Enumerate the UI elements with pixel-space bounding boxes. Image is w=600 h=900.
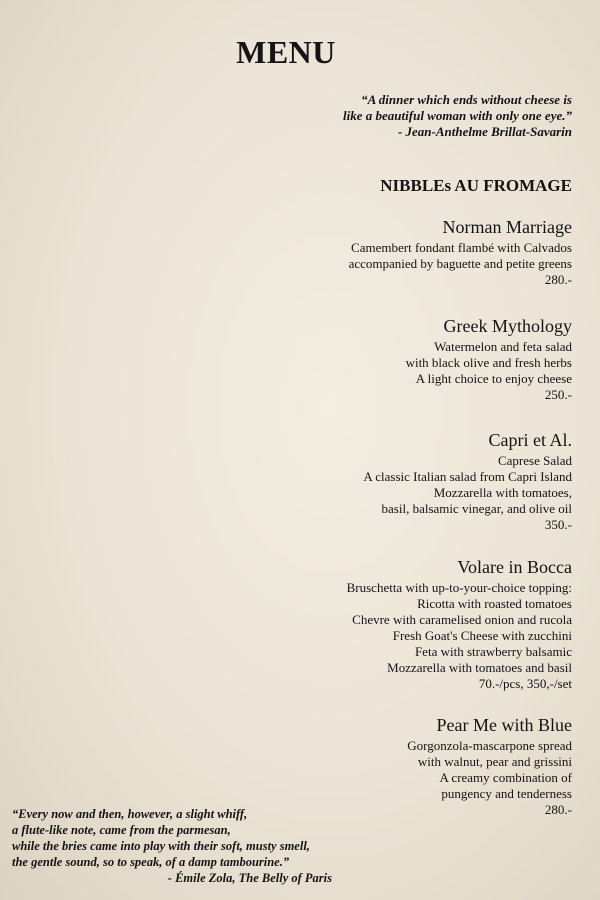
item-price: 350.-: [544, 517, 572, 532]
item-description: Mozzarella with tomatoes,: [433, 485, 572, 500]
bottom-quote-attribution: - Émile Zola, The Belly of Paris: [167, 871, 332, 885]
menu-items: [272, 216, 572, 818]
item-description: Bruschetta with up-to-your-choice topping:: [346, 580, 572, 595]
top-quote: [252, 92, 572, 140]
item-description: with black olive and fresh herbs: [405, 355, 572, 370]
item-description: basil, balsamic vinegar, and olive oil: [381, 501, 572, 516]
bottom-quote-line: the gentle sound, so to speak, of a damp tambourine.”: [12, 855, 290, 869]
item-description: Gorgonzola-mascarpone spread: [407, 738, 572, 753]
item-price: 250.-: [544, 387, 572, 402]
item-description: A light choice to enjoy cheese: [415, 371, 572, 386]
top-quote-line: “A dinner which ends without cheese is: [361, 92, 572, 107]
item-name: Volare in Bocca: [457, 557, 572, 577]
menu-item: [272, 429, 572, 533]
menu-item: [272, 556, 572, 692]
bottom-quote-line: “Every now and then, however, a slight whiff,: [12, 807, 248, 821]
item-description: with walnut, pear and grissini: [417, 754, 572, 769]
item-name: Norman Marriage: [442, 217, 572, 237]
menu-item: [272, 315, 572, 403]
item-description: Fresh Goat's Cheese with zucchini: [392, 628, 572, 643]
menu-item: [272, 714, 572, 818]
item-price: 280.-: [544, 272, 572, 287]
item-description: Watermelon and feta salad: [434, 339, 572, 354]
menu-title: MENU: [236, 34, 336, 70]
item-description: Caprese Salad: [497, 453, 572, 468]
bottom-quote-line: while the bries came into play with their soft, musty smell,: [12, 839, 310, 853]
bottom-quote: [12, 806, 352, 886]
item-name: Greek Mythology: [443, 316, 572, 336]
top-quote-line: like a beautiful woman with only one eye.”: [343, 108, 572, 123]
item-description: A creamy combination of: [439, 770, 572, 785]
top-quote-attribution: - Jean-Anthelme Brillat-Savarin: [397, 124, 572, 139]
item-name: Pear Me with Blue: [436, 715, 572, 735]
item-description: pungency and tenderness: [441, 786, 572, 801]
item-name: Capri et Al.: [488, 430, 572, 450]
item-description: Feta with strawberry balsamic: [414, 644, 572, 659]
item-description: Ricotta with roasted tomatoes: [417, 596, 572, 611]
item-description: Chevre with caramelised onion and rucola: [352, 612, 572, 627]
bottom-quote-line: a flute-like note, came from the parmesan,: [12, 823, 231, 837]
section-title: NIBBLEs AU FROMAGE: [380, 176, 572, 195]
menu-item: [272, 216, 572, 288]
item-description: Camembert fondant flambé with Calvados: [351, 240, 572, 255]
item-description: A classic Italian salad from Capri Island: [363, 469, 572, 484]
item-price: 280.-: [544, 802, 572, 817]
item-description: accompanied by baguette and petite greens: [348, 256, 572, 271]
item-price: 70.-/pcs, 350,-/set: [478, 676, 572, 691]
item-description: Mozzarella with tomatoes and basil: [387, 660, 572, 675]
